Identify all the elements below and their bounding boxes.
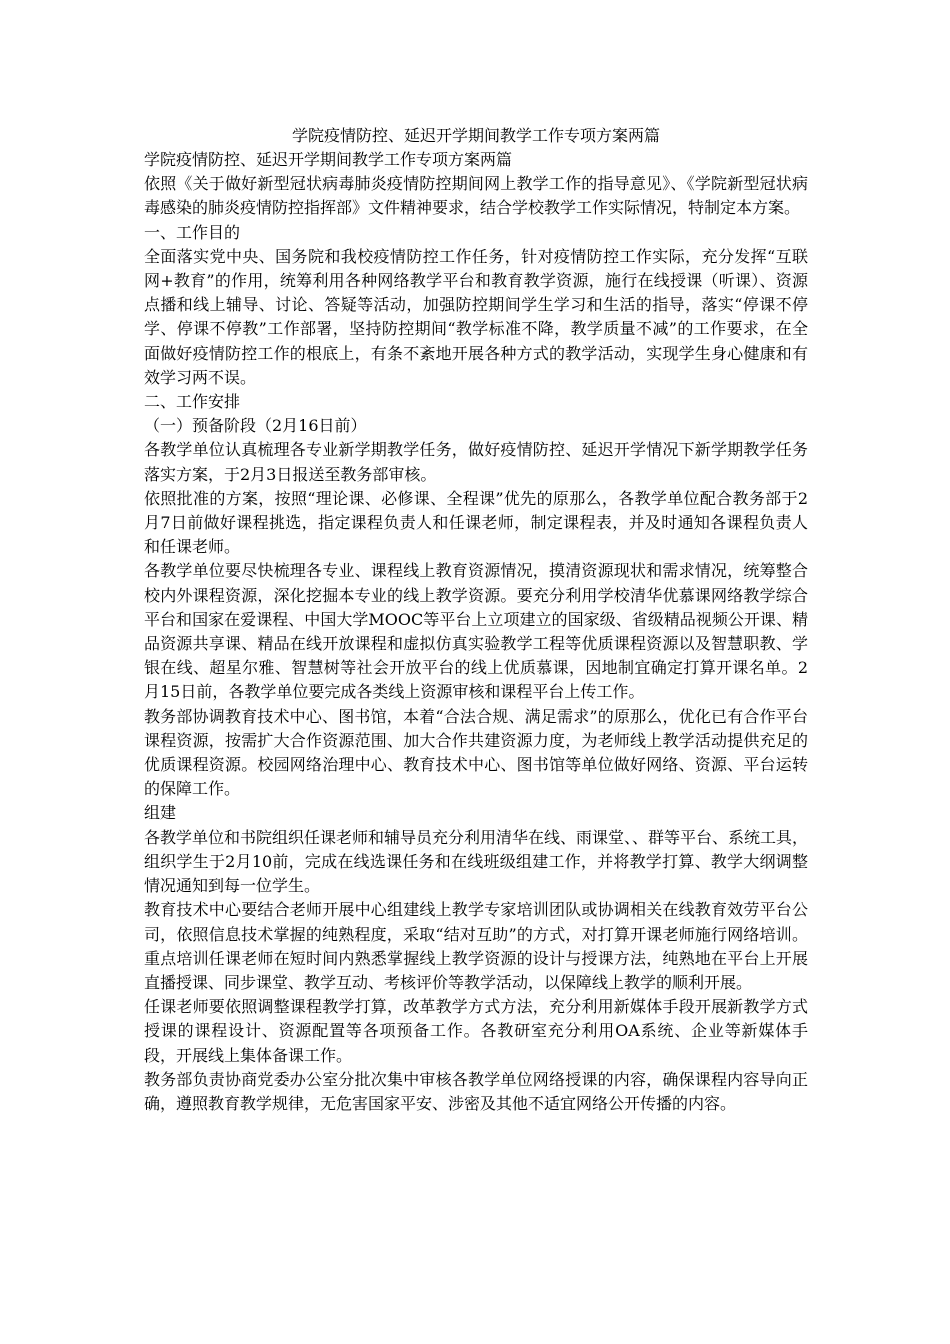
document-title: 学院疫情防控、延迟开学期间教学工作专项方案两篇 (291, 126, 660, 145)
heading-organize: 组建 (144, 803, 177, 823)
paragraph-course-selection: 依照批准的方案，按照“理论课、必修课、全程课”优先的原那么，各教学单位配合教务部于2月7日前做好课程挑选，指定课程负责人和任课老师，制定课程表，并及时通知各课程负责人和任课老师。 (144, 488, 808, 557)
heading-work-arrangement: 二、工作安排 (144, 392, 241, 412)
paragraph-subtitle: 学院疫情防控、延迟开学期间教学工作专项方案两篇 (144, 150, 513, 169)
paragraph-online-class: 各教学单位和书院组织任课老师和辅导员充分利用清华在线、雨课堂、、群等平台、系统工具，组织学生于2月10前，完成在线选课任务和在线班级组建工作，并将教学打算、教学大纲调整情况通知到每一位学生。 (144, 827, 809, 896)
paragraph-resource-coordination: 教务部协调教育技术中心、图书馆，本着“合法合规、满足需求”的原那么，优化已有合作平台课程资源，按需扩大合作资源范围、加大合作共建资源力度，为老师线上教学活动提供充足的优质课程资源。校园网络治理中心、教育技术中心、图书馆等单位做好网络、资源、平台运转的保障工作。 (144, 706, 808, 799)
paragraph-course-design: 任课老师要依照调整课程教学打算，改革教学方式方法，充分利用新媒体手段开展新教学方式授课的课程设计、资源配置等各项预备工作。各教研室充分利用OA系统、企业等新媒体手段，开展线上集体备课工作。 (144, 997, 808, 1065)
heading-work-purpose: 一、工作目的 (144, 222, 241, 242)
paragraph-teacher-training: 教育技术中心要结合老师开展中心组建线上教学专家培训团队或协调相关在线教育效劳平台公司，依照信息技术掌握的纯熟程度，采取“结对互助”的方式，对打算开课老师施行网络培训。重点培训任课老师在短时间内熟悉掌握线上教学资源的设计与授课方法，纯熟地在平台上开展直播授课、同步课堂、教学互动、考核评价等教学活动，以保障线上教学的顺利开展。 (144, 900, 808, 992)
paragraph-intro: 依照《关于做好新型冠状病毒肺炎疫情防控期间网上教学工作的指导意见》、《学院新型冠状病毒感染的肺炎疫情防控指挥部》文件精神要求，结合学校教学工作实际情况，特制定本方案。 (144, 174, 808, 218)
heading-preparation-stage: （一）预备阶段（2月16日前） (144, 416, 367, 436)
paragraph-content-review: 教务部负责协商党委办公室分批次集中审核各教学单位网络授课的内容，确保课程内容导向正确，遵照教育教学规律，无危害国家平安、涉密及其他不适宜网络公开传播的内容。 (144, 1069, 808, 1113)
paragraph-teaching-tasks: 各教学单位认真梳理各专业新学期教学任务，做好疫情防控、延迟开学情况下新学期教学任务落实方案，于2月3日报送至教务部审核。 (144, 440, 808, 484)
paragraph-work-purpose: 全面落实党中央、国务院和我校疫情防控工作任务，针对疫情防控工作实际，充分发挥“互联网+教育”的作用，统筹利用各种网络教学平台和教育教学资源，施行在线授课（听课）、资源点播和线上辅导、讨论、答疑等活动，加强防控期间学生学习和生活的指导，落实“停课不停学、停课不停教”工作部署，坚持防控期间“教学标准不降，教学质量不减”的工作要求，在全面做好疫情防控工作的根底上，有条不紊地开展各种方式的教学活动，实现学生身心健康和有效学习两不误。 (144, 246, 808, 387)
document-body (144, 148, 808, 1116)
document-page (144, 124, 808, 1116)
paragraph-online-resources: 各教学单位要尽快梳理各专业、课程线上教育资源情况，摸清资源现状和需求情况，统筹整合校内外课程资源，深化挖掘本专业的线上教学资源。要充分利用学校清华优慕课网络教学综合平台和国家在爱课程、中国大学MOOC等平台上立项建立的国家级、省级精品视频公开课、精品资源共享课、精品在线开放课程和虚拟仿真实验教学工程等优质课程资源以及智慧职教、学银在线、超星尔雅、智慧树等社会开放平台的线上优质慕课，因地制宜确定打算开课名单。2月15日前，各教学单位要完成各类线上资源审核和课程平台上传工作。 (144, 561, 808, 702)
